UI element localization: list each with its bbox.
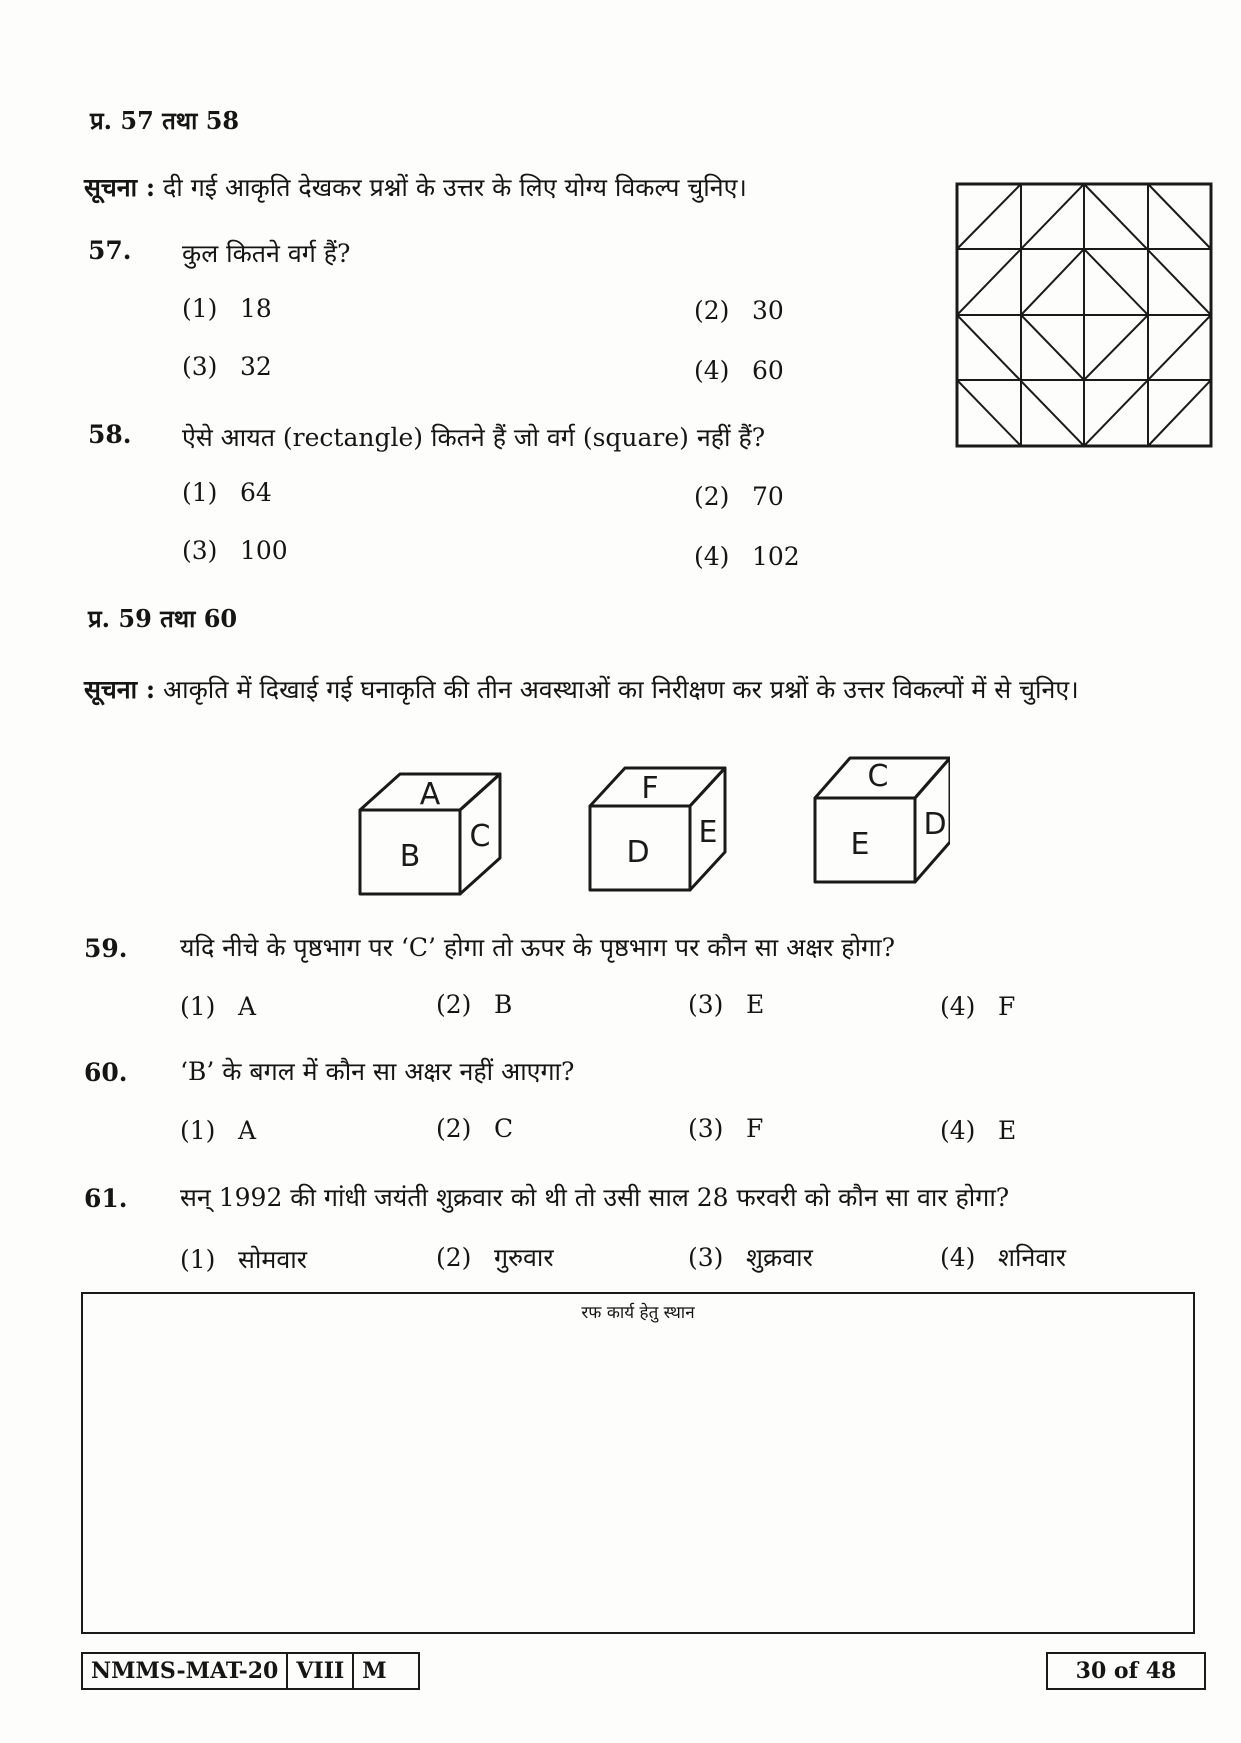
section-note-57-58 — [84, 170, 747, 204]
paper-class: VIII — [288, 1654, 354, 1688]
cube-2-side-label: E — [698, 815, 718, 850]
q58-option-4[interactable]: (4) 102 — [694, 542, 800, 571]
cube-1-front-label: B — [399, 839, 421, 874]
q57-text: कुल कितने वर्ग हैं? — [182, 239, 351, 268]
q57-option-4[interactable]: (4) 60 — [694, 356, 784, 385]
q59-option-2[interactable]: (2) B — [436, 990, 513, 1019]
q59-option-1[interactable]: (1) A — [180, 992, 257, 1021]
q58-number: 58. — [88, 420, 132, 449]
section-header-57-58: प्र. 57 तथा 58 — [90, 106, 240, 135]
q57-option-1[interactable]: (1) 18 — [182, 294, 272, 323]
cube-2-front-label: D — [626, 835, 650, 870]
cube-2-top-label: F — [641, 771, 659, 806]
page-number: 30 of 48 — [1075, 1658, 1177, 1684]
paper-code: NMMS-MAT-20 — [83, 1654, 288, 1688]
cube-3-top-label: C — [867, 759, 889, 794]
cube-1-side-label: C — [469, 819, 491, 854]
q58-option-2[interactable]: (2) 70 — [694, 482, 784, 511]
note-text: दी गई आकृति देखकर प्रश्नों के उत्तर के लिए योग्य विकल्प चुनिए। — [163, 173, 747, 202]
q60-option-2[interactable]: (2) C — [436, 1114, 514, 1143]
q60-text: ‘B’ के बगल में कौन सा अक्षर नहीं आएगा? — [180, 1057, 575, 1086]
q59-text: यदि नीचे के पृष्ठभाग पर ‘C’ होगा तो ऊपर के पृष्ठभाग पर कौन सा अक्षर होगा? — [180, 933, 896, 962]
cube-1-top-label: A — [419, 777, 441, 812]
paper-code-box — [81, 1652, 420, 1690]
q61-option-3[interactable]: (3) शुक्रवार — [688, 1243, 813, 1272]
rough-work-label: रफ कार्य हेतु स्थान — [581, 1303, 695, 1323]
q61-option-1[interactable]: (1) सोमवार — [180, 1245, 307, 1274]
q57-option-3[interactable]: (3) 32 — [182, 352, 272, 381]
section-note-59-60 — [84, 672, 1079, 706]
q58-option-1[interactable]: (1) 64 — [182, 478, 272, 507]
q58-option-3[interactable]: (3) 100 — [182, 536, 288, 565]
q60-option-1[interactable]: (1) A — [180, 1116, 257, 1145]
q57-number: 57. — [88, 236, 132, 265]
section-header-59-60: प्र. 59 तथा 60 — [88, 604, 238, 633]
cube-3-side-label: D — [923, 807, 947, 842]
q60-option-3[interactable]: (3) F — [688, 1114, 764, 1143]
rough-work-area — [81, 1292, 1195, 1634]
q57-option-2[interactable]: (2) 30 — [694, 296, 784, 325]
q60-option-4[interactable]: (4) E — [940, 1116, 1017, 1145]
q58-text: ऐसे आयत (rectangle) कितने हैं जो वर्ग (square) नहीं हैं? — [182, 423, 766, 452]
q60-number: 60. — [84, 1058, 128, 1087]
square-grid-figure — [955, 182, 1215, 450]
note-label: सूचना : — [84, 675, 156, 704]
q61-number: 61. — [84, 1184, 128, 1213]
q59-number: 59. — [84, 934, 128, 963]
paper-medium: M — [362, 1658, 387, 1684]
note-text: आकृति में दिखाई गई घनाकृति की तीन अवस्थाओं का निरीक्षण कर प्रश्नों के उत्तर विकल्पों में से चुनिए। — [163, 675, 1079, 704]
q61-text: सन् 1992 की गांधी जयंती शुक्रवार को थी तो उसी साल 28 फरवरी को कौन सा वार होगा? — [180, 1183, 1010, 1212]
q61-option-2[interactable]: (2) गुरुवार — [436, 1243, 554, 1272]
q61-option-4[interactable]: (4) शनिवार — [940, 1243, 1066, 1272]
q59-option-3[interactable]: (3) E — [688, 990, 765, 1019]
note-label: सूचना : — [84, 173, 156, 202]
page-number-box — [1046, 1652, 1206, 1690]
cube-3-front-label: E — [850, 827, 870, 862]
q59-option-4[interactable]: (4) F — [940, 992, 1016, 1021]
cube-figures — [350, 750, 950, 900]
